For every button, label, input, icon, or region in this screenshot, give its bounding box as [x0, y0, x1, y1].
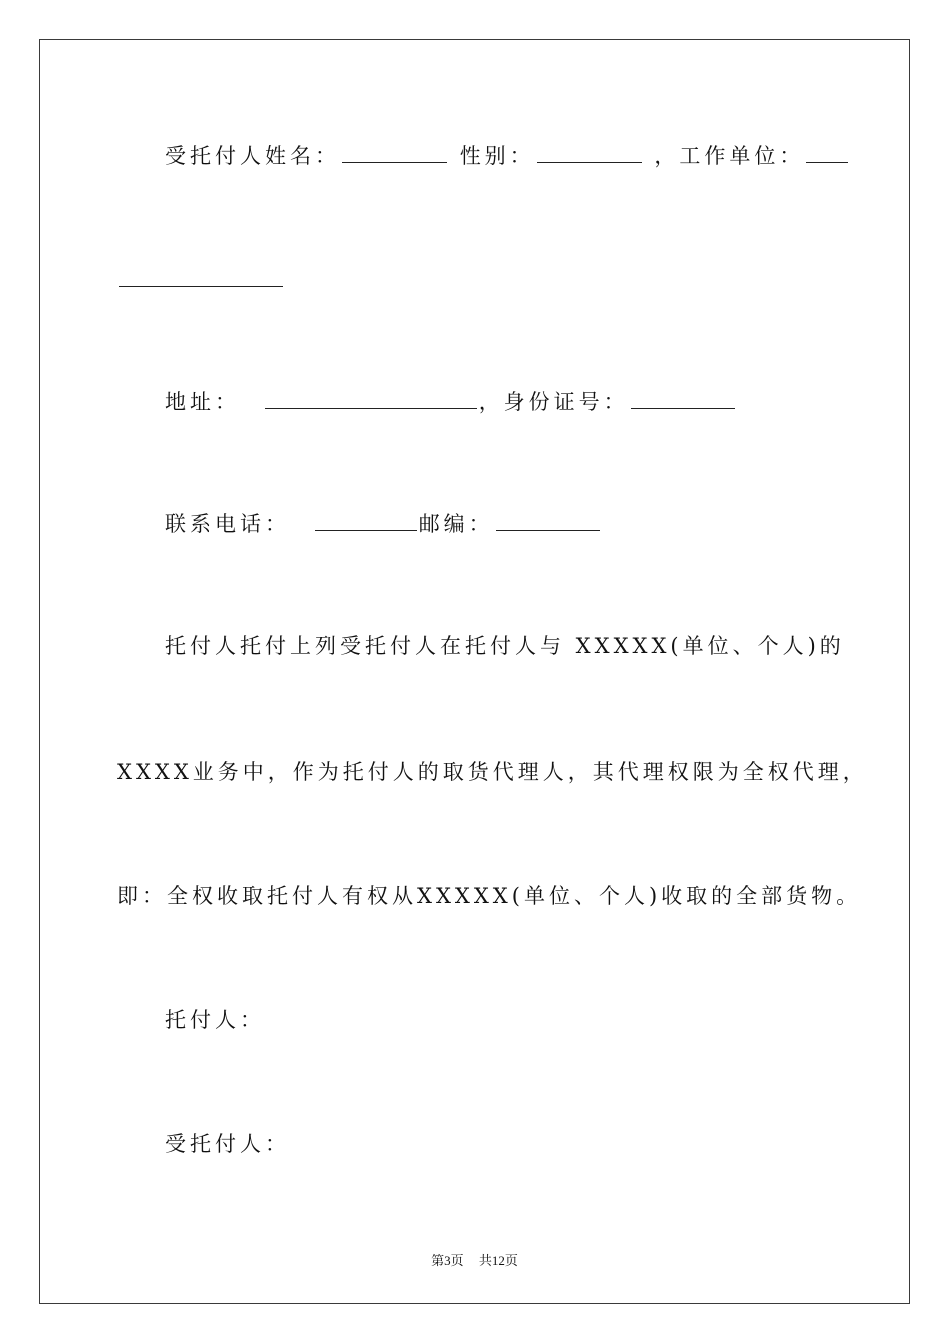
- address-blank: [265, 390, 477, 409]
- phone-blank: [315, 512, 417, 531]
- work-unit-blank-continuation: [119, 268, 283, 287]
- page-frame: 受托付人姓名： 性别： ，工作单位： 地址： ，身份证号： 联系电话： 邮编： 托付人托付上列受托付人在托付人与 XXXXX(单位、个人)的 XXXX业务中，作为托付人的取货代理人，其代理权限为全权代理， 即：全权收取托付人有权从XXXXX(单位、个人)收取的全部货物。 托付人： 受托付人： 第3页 共12页: [39, 39, 910, 1304]
- trustee-name-label: 受托付人姓名：: [165, 144, 340, 168]
- postcode-blank: [496, 512, 600, 531]
- principal-label: 托付人：: [165, 1008, 265, 1032]
- trustee-name-blank: [342, 144, 447, 163]
- page-total: 共12页: [478, 1253, 518, 1268]
- gender-blank: [537, 144, 642, 163]
- id-number-label: ，身份证号：: [478, 390, 629, 414]
- gender-label: 性别：: [459, 144, 535, 168]
- page-footer: [40, 1250, 909, 1269]
- phone-label: 联系电话：: [165, 512, 290, 536]
- comma-separator: ，: [654, 144, 680, 168]
- work-unit-blank: [806, 144, 848, 163]
- work-unit-label: 工作单位：: [679, 144, 805, 168]
- postcode-label: 邮编：: [418, 512, 494, 536]
- address-label: 地址：: [165, 390, 240, 414]
- id-number-blank: [631, 390, 735, 409]
- trustee-label: 受托付人：: [165, 1132, 290, 1156]
- page-current: 第3页: [431, 1253, 464, 1268]
